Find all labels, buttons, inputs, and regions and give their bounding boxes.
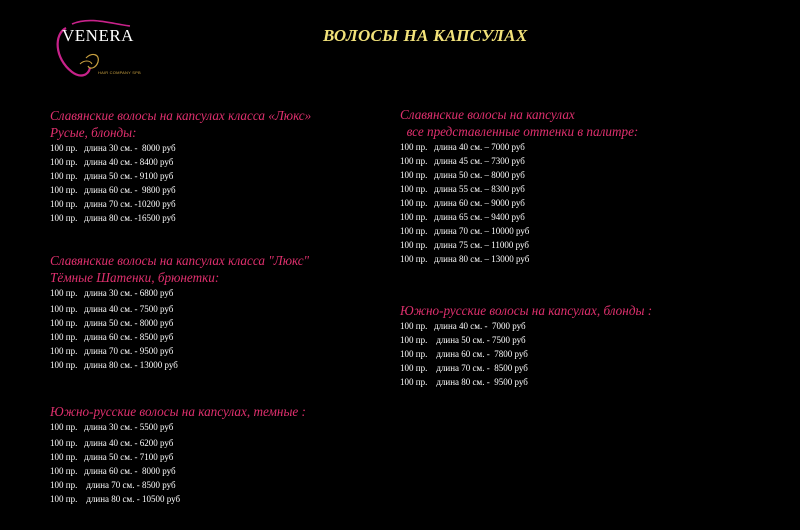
logo-name: VENERA bbox=[62, 26, 134, 45]
price-row: 100 пр. длина 80 см. -16500 руб bbox=[50, 213, 176, 223]
section-slavic-lux-dark bbox=[50, 252, 309, 372]
price-list bbox=[50, 141, 311, 225]
section-south-russian-dark bbox=[50, 403, 306, 506]
price-row: 100 пр. длина 50 см. – 8000 руб bbox=[400, 170, 525, 180]
price-row: 100 пр. длина 55 см. – 8300 руб bbox=[400, 184, 525, 194]
price-row: 100 пр. длина 80 см. - 9500 руб bbox=[400, 377, 528, 387]
price-row: 100 пр. длина 40 см. - 7500 руб bbox=[50, 304, 174, 314]
page-title: ВОЛОСЫ НА КАПСУЛАХ bbox=[323, 26, 528, 45]
section-subheading: все представленные оттенки в палитре: bbox=[400, 124, 639, 139]
price-row: 100 пр. длина 70 см. -10200 руб bbox=[50, 199, 176, 209]
price-row: 100 пр. длина 40 см. - 7000 руб bbox=[400, 321, 526, 331]
price-row: 100 пр. длина 60 см. - 8500 руб bbox=[50, 332, 174, 342]
price-row: 100 пр. длина 45 см. – 7300 руб bbox=[400, 156, 525, 166]
price-row: 100 пр. длина 40 см. - 8400 руб bbox=[50, 157, 174, 167]
price-row: 100 пр. длина 50 см. - 7500 руб bbox=[400, 335, 526, 345]
price-row: 100 пр. длина 30 см. - 6800 руб bbox=[50, 288, 174, 298]
price-row: 100 пр. длина 30 см. - 5500 руб bbox=[50, 422, 174, 432]
price-row: 100 пр. длина 65 см. – 9400 руб bbox=[400, 212, 525, 222]
price-row: 100 пр. длина 70 см. - 9500 руб bbox=[50, 346, 174, 356]
price-row: 100 пр. длина 50 см. - 8000 руб bbox=[50, 318, 174, 328]
venera-logo bbox=[50, 18, 150, 88]
section-heading: Славянские волосы на капсулах класса "Люкс" bbox=[50, 253, 310, 268]
price-row: 100 пр. длина 60 см. – 9000 руб bbox=[400, 198, 525, 208]
price-row: 100 пр. длина 60 см. - 7800 руб bbox=[400, 349, 528, 359]
price-row: 100 пр. длина 50 см. - 7100 руб bbox=[50, 452, 174, 462]
price-row: 100 пр. длина 60 см. - 9800 руб bbox=[50, 185, 176, 195]
price-row: 100 пр. длина 60 см. - 8000 руб bbox=[50, 466, 176, 476]
section-slavic-all-shades bbox=[400, 106, 638, 266]
section-slavic-lux-blonde bbox=[50, 107, 311, 225]
price-row: 100 пр. длина 80 см. - 13000 руб bbox=[50, 360, 178, 370]
price-row: 100 пр. длина 70 см. – 10000 руб bbox=[400, 226, 530, 236]
price-list bbox=[400, 319, 652, 389]
section-heading: Славянские волосы на капсулах класса «Люкс» bbox=[50, 108, 312, 123]
price-list bbox=[50, 420, 306, 506]
price-row: 100 пр. длина 40 см. - 6200 руб bbox=[50, 438, 174, 448]
section-subheading: Русые, блонды: bbox=[50, 125, 137, 140]
section-heading: Южно-русские волосы на капсулах, блонды : bbox=[400, 303, 653, 318]
price-row: 100 пр. длина 70 см. - 8500 руб bbox=[50, 480, 176, 490]
price-row: 100 пр. длина 75 см. – 11000 руб bbox=[400, 240, 529, 250]
price-row: 100 пр. длина 50 см. - 9100 руб bbox=[50, 171, 174, 181]
section-subheading: Тёмные Шатенки, брюнетки: bbox=[50, 270, 220, 285]
price-row: 100 пр. длина 70 см. - 8500 руб bbox=[400, 363, 528, 373]
price-row: 100 пр. длина 80 см. – 13000 руб bbox=[400, 254, 530, 264]
price-row: 100 пр. длина 30 см. - 8000 руб bbox=[50, 143, 176, 153]
section-south-russian-blonde bbox=[400, 302, 652, 389]
price-row: 100 пр. длина 40 см. – 7000 руб bbox=[400, 142, 525, 152]
section-heading: Южно-русские волосы на капсулах, темные : bbox=[50, 404, 306, 419]
section-heading: Славянские волосы на капсулах bbox=[400, 107, 575, 122]
logo-tagline: HAIR COMPANY SPB bbox=[98, 70, 141, 75]
price-list bbox=[50, 286, 309, 372]
price-row: 100 пр. длина 80 см. - 10500 руб bbox=[50, 494, 181, 504]
price-list bbox=[400, 140, 638, 266]
